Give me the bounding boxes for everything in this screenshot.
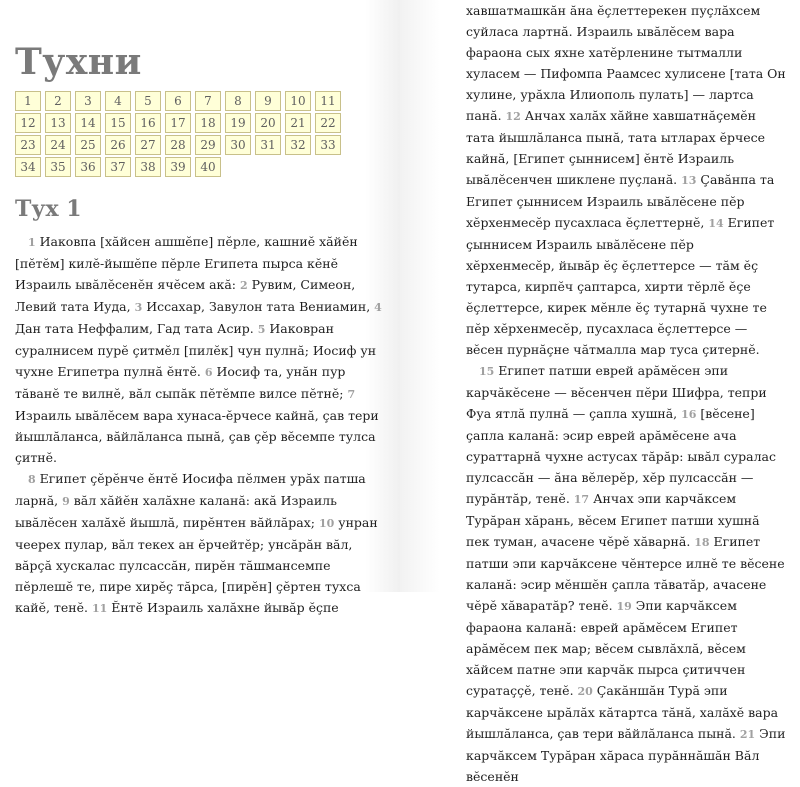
left-text [15,231,386,619]
chapter-link-22[interactable]: 22 [315,113,341,133]
chapter-link-30[interactable]: 30 [225,135,251,155]
chapter-link-12[interactable]: 12 [15,113,41,133]
paragraph [15,231,386,468]
verse-text: Иосиф та, унăн пур тăванĕ те вилнĕ, вăл сыпăк пĕтĕмпе вилсе пĕтнĕ; [15,364,348,401]
verse-number: 18 [694,536,710,549]
verse-text: Çакăншăн Турă эпи карчăксене ырăлăх кăтартса тăнă, халăхĕ вара йышлăланса, çав тери вăйлăланса пынă. [466,683,779,741]
verse-text: Ĕнтĕ Израиль халăхне йывăр ĕçпе [107,600,339,615]
left-page [0,0,400,615]
verse-number: 14 [708,217,724,230]
verse-text: Эпи карчăксем Турăран хăраса пурăннăшăн Вăл вĕсенĕн [466,726,786,784]
verse-number: 11 [91,602,108,615]
chapter-link-15[interactable]: 15 [105,113,131,133]
chapter-link-7[interactable]: 7 [195,91,221,111]
verse-text: Египет çĕрĕнче ĕнтĕ Иосифа пĕлмен урăх патша ларнă, [15,471,366,508]
chapter-link-34[interactable]: 34 [15,157,41,177]
chapter-link-23[interactable]: 23 [15,135,41,155]
chapter-link-20[interactable]: 20 [255,113,281,133]
right-page [400,0,800,784]
chapter-link-9[interactable]: 9 [255,91,281,111]
chapter-link-24[interactable]: 24 [45,135,71,155]
verse-number: 17 [573,493,590,506]
verse-text: Рувим, Симеон, Левий тата Иуда, [15,277,356,314]
verse-number: 2 [239,279,248,292]
verse-text: Анчах халăх хăйне хавшатнăçемĕн тата йышлăланса пынă, тата ытларах ĕрчесе кайнă, [Египет çыннисем] ĕнтĕ Израиль ывăлĕсенчен шиклене пуçланă. [466,108,766,187]
verse-number: 21 [739,728,756,741]
verse-number: 1 [28,236,36,249]
chapter-link-18[interactable]: 18 [195,113,221,133]
verse-text: Иаковран суралнисем пурĕ çитмĕл [пилĕк] чун пулнă; Иосиф ун чухне Египетра пулнă ĕнтĕ. [15,321,377,379]
right-text [466,0,786,787]
chapter-link-4[interactable]: 4 [105,91,131,111]
verse-text: Египет çыннисем Израиль ывăлĕсене пĕр хĕрхенмесĕр, йывăр ĕç ĕçлеттерсе — тăм ĕç тутарса, кирпĕч çаптарса, хирти тĕрлĕ ĕçе ĕçлеттерсе, кирек мĕнле ĕç тутарнă чухне те пĕр хĕрхенмесĕр, пусахласа ĕçлеттерсе — вĕсен пурнăçне чăтмалла мар туса çитернĕ. [466,215,775,357]
verse-text: Иссахар, Завулон тата Вениамин, [142,299,375,314]
verse-number: 6 [204,366,213,379]
chapter-link-27[interactable]: 27 [135,135,161,155]
chapter-link-26[interactable]: 26 [105,135,131,155]
chapter-grid [15,91,386,177]
verse-number: 13 [681,174,697,187]
verse-number: 12 [505,110,521,123]
chapter-link-25[interactable]: 25 [75,135,101,155]
chapter-link-19[interactable]: 19 [225,113,251,133]
verse-number: 8 [28,473,36,486]
chapter-link-2[interactable]: 2 [45,91,71,111]
chapter-link-3[interactable]: 3 [75,91,101,111]
verse-number: 5 [257,323,266,336]
verse-number: 20 [577,685,593,698]
chapter-link-1[interactable]: 1 [15,91,41,111]
verse-text: Анчах эпи карчăксем Турăран хăрань, вĕсем Египет патши хушнă пек туман, ачасене чĕрĕ хăварнă. [466,491,760,549]
chapter-link-32[interactable]: 32 [285,135,311,155]
verse-number: 3 [134,301,143,314]
chapter-link-16[interactable]: 16 [135,113,161,133]
chapter-link-10[interactable]: 10 [285,91,311,111]
verse-number: 4 [374,301,382,314]
verse-number: 7 [347,388,356,401]
verse-number: 19 [616,600,632,613]
verse-text: вăл хăйĕн халăхне каланă: акă Израиль ывăлĕсен халăхĕ йышлă, пирĕнтен вăйлăрах; [15,493,337,530]
chapter-link-21[interactable]: 21 [285,113,311,133]
paragraph [466,0,786,360]
chapter-link-13[interactable]: 13 [45,113,71,133]
chapter-link-37[interactable]: 37 [105,157,131,177]
verse-text: Дан тата Неффалим, Гад тата Асир. [15,321,258,336]
verse-text: Египет патши еврей арăмĕсен эпи карчăкĕсене — вĕсенчен пĕри Шифра, тепри Фуа ятлă пулнă — çапла хушнă, [466,363,767,421]
verse-number: 16 [681,408,697,421]
paragraph [15,468,386,619]
verse-text: хавшатмашкăн ăна ĕçлеттерекен пуçлăхсем суйласа лартнă. Израиль ывăлĕсем вара фараона сых яхне хатĕрленине тытмалли хуласем — Пифомпа Раамсес хулисене [тата Он хулине, урăхла Илиополь пулать] — лартса панă. [466,3,786,123]
chapter-link-17[interactable]: 17 [165,113,191,133]
verse-number: 9 [62,495,70,508]
chapter-link-35[interactable]: 35 [45,157,71,177]
chapter-heading: Тух 1 [15,196,82,222]
chapter-link-36[interactable]: 36 [75,157,101,177]
book-title: Тухни [15,41,142,83]
verse-text: Египет патши эпи карчăксене чĕнтерсе илнĕ те вĕсене каланă: эсир мĕншĕн çапла тăватăр, ачасене чĕрĕ хăваратăр? тенĕ. [466,534,785,613]
chapter-link-29[interactable]: 29 [195,135,221,155]
chapter-link-8[interactable]: 8 [225,91,251,111]
paragraph [466,360,786,787]
verse-number: 10 [318,517,335,530]
chapter-link-31[interactable]: 31 [255,135,281,155]
verse-text: Çавăнпа та Египет çыннисем Израиль ывăлĕсене пĕр хĕрхенмесĕр пусахласа ĕçлеттернĕ, [466,172,775,230]
chapter-link-14[interactable]: 14 [75,113,101,133]
chapter-link-39[interactable]: 39 [165,157,191,177]
verse-text: Израиль ывăлĕсем вара хунаса-ĕрчесе кайнă, çав тери йышлăланса, вăйлăланса пынă, çав çĕр вĕсемпе тулса çитнĕ. [15,408,379,465]
verse-text: унран чеерех пулар, вăл текех ан ĕрчейтĕр; унсăрăн вăл, вăрçă хускалас пулсассăн, пирĕн тăшмансемпе пĕрлешĕ те, пире хирĕç тăрса, [пирĕн] çĕртен тухса кайĕ, тенĕ. [15,515,378,615]
verse-text: [вĕсене] çапла каланă: эсир еврей арăмĕсене ача сураттарнă чухне астусах тăрăр: ывăл суралас пулсассăн — ăна вĕлерĕр, хĕр пулсассăн — пурăнтăр, тенĕ. [466,406,776,506]
verse-number: 15 [479,365,495,378]
chapter-link-5[interactable]: 5 [135,91,161,111]
chapter-link-6[interactable]: 6 [165,91,191,111]
verse-text: Эпи карчăксем фараона каланă: еврей арăмĕсем Египет арăмĕсем пек мар; вĕсем сывлăхлă, вĕсем хăйсем патне эпи карчăк пырса çитиччен суратаççĕ, тенĕ. [466,598,746,698]
chapter-link-38[interactable]: 38 [135,157,161,177]
chapter-link-40[interactable]: 40 [195,157,221,177]
verse-text: Иаковпа [хăйсен ашшĕпе] пĕрле, кашниĕ хăйĕн [пĕтĕм] килĕ-йышĕпе пĕрле Египета пырса кĕнĕ Израиль ывăлĕсенĕн ячĕсем акă: [15,234,358,292]
chapter-link-11[interactable]: 11 [315,91,341,111]
chapter-link-33[interactable]: 33 [315,135,341,155]
chapter-link-28[interactable]: 28 [165,135,191,155]
